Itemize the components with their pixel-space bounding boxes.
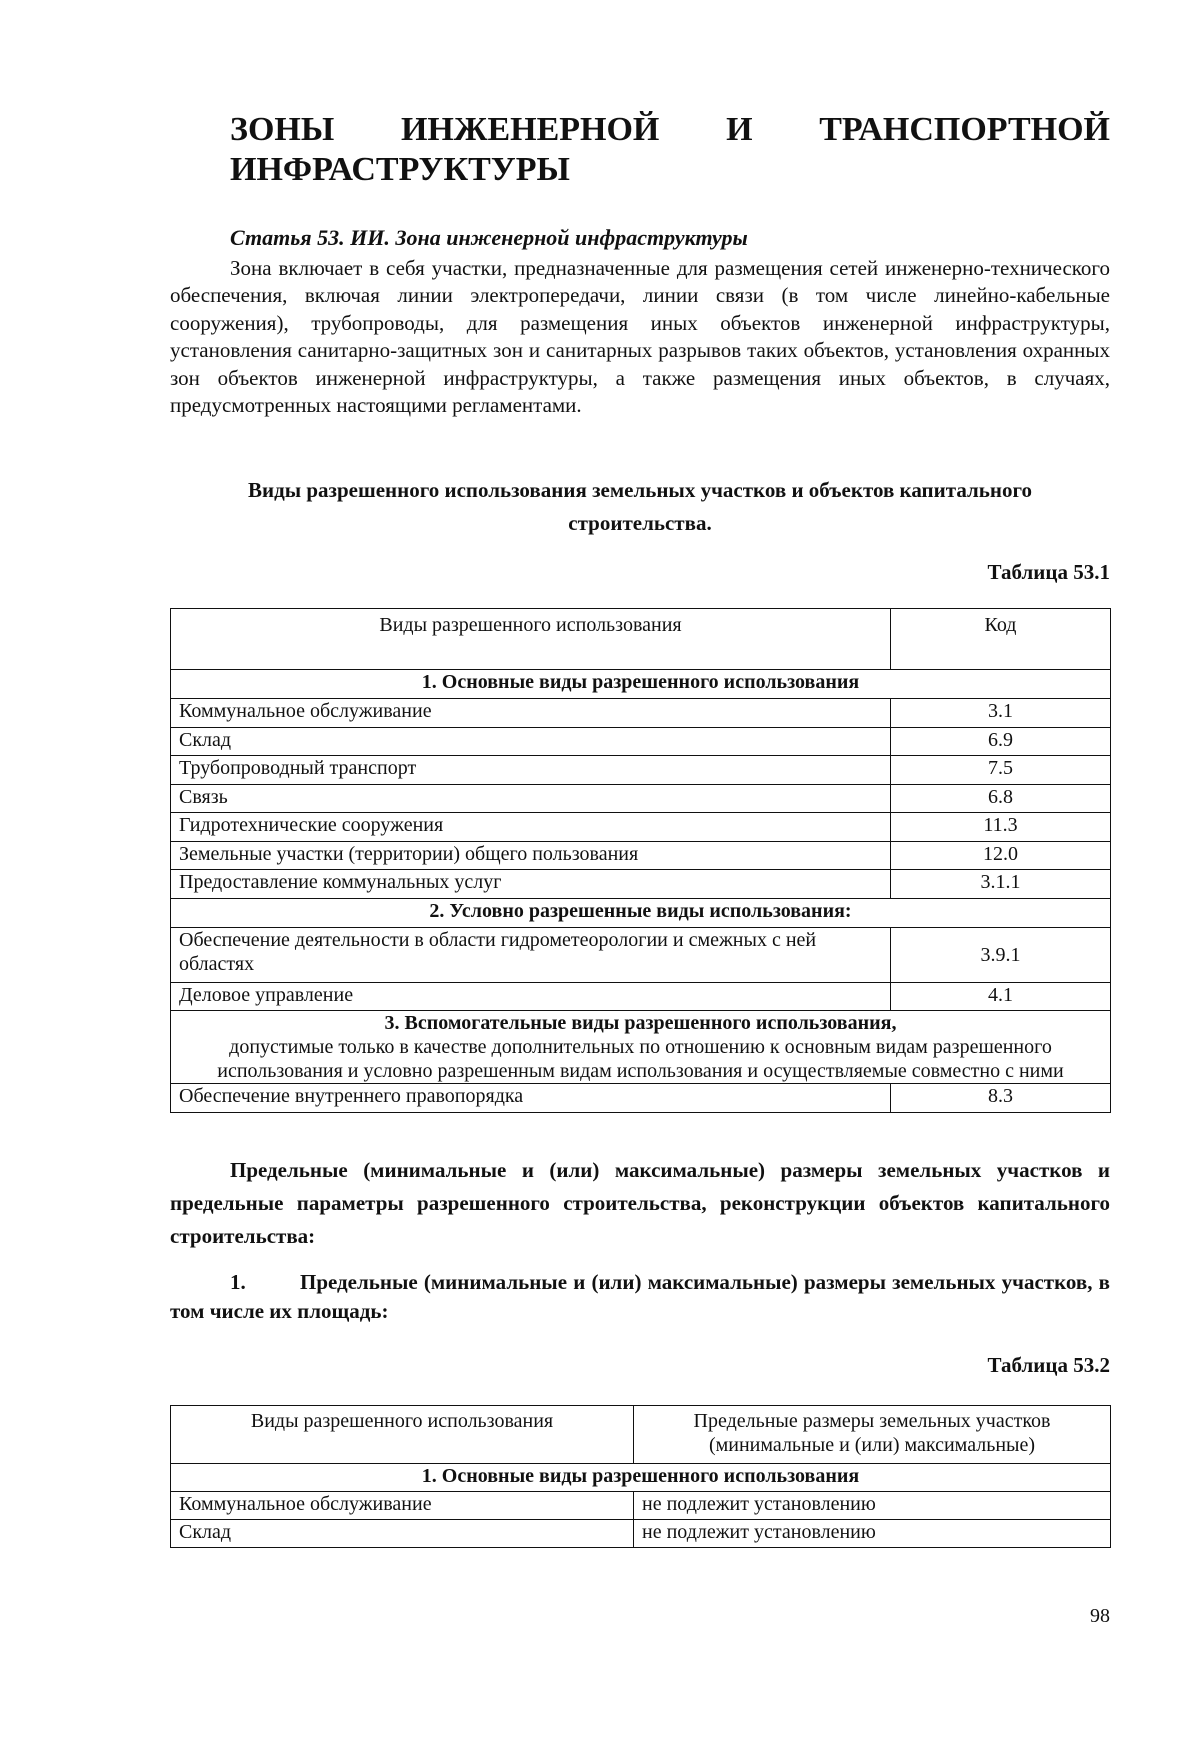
- use-kind: Склад: [171, 1520, 634, 1548]
- title-word: ИНЖЕНЕРНОЙ: [400, 111, 660, 148]
- use-code: 8.3: [891, 1084, 1111, 1113]
- table-section-row: [171, 1464, 1111, 1492]
- table-row: [171, 841, 1111, 870]
- table-caption: Таблица 53.1: [987, 560, 1110, 584]
- use-kind: Земельные участки (территории) общего пользования: [171, 841, 891, 870]
- section-title: [170, 474, 1110, 540]
- permitted-uses-table: [170, 608, 1111, 1113]
- section-auxiliary-title: 3. Вспомогательные виды разрешенного использования,: [384, 1012, 897, 1034]
- limits-item: [170, 1268, 1110, 1326]
- limits-item-number: 1.: [230, 1270, 246, 1294]
- limits-item-text: Предельные (минимальные и (или) максимальные) размеры земельных участков, в том числе их площадь:: [170, 1270, 1110, 1323]
- column-header-code: Код: [891, 609, 1111, 670]
- use-kind: Гидротехнические сооружения: [171, 813, 891, 842]
- column-header-kind: Виды разрешенного использования: [171, 609, 891, 670]
- title-word: И: [726, 111, 753, 148]
- title-line-2: ИНФРАСТРУКТУРЫ: [230, 150, 570, 188]
- use-kind: Предоставление коммунальных услуг: [171, 870, 891, 899]
- limit-value: не подлежит установлению: [634, 1492, 1111, 1520]
- section-title-line: строительства.: [568, 511, 712, 535]
- use-code: 12.0: [891, 841, 1111, 870]
- table-header-row: [171, 1406, 1111, 1464]
- section-conditional: 2. Условно разрешенные виды использования:: [171, 898, 1111, 927]
- use-kind: Деловое управление: [171, 982, 891, 1011]
- table-row: [171, 727, 1111, 756]
- table-row: [171, 784, 1111, 813]
- use-kind: Коммунальное обслуживание: [171, 699, 891, 728]
- section-main: 1. Основные виды разрешенного использования: [171, 1464, 1111, 1492]
- table-row: [171, 756, 1111, 785]
- use-kind: Коммунальное обслуживание: [171, 1492, 634, 1520]
- limits-paragraph: Предельные (минимальные и (или) максимальные) размеры земельных участков и предельные параметры разрешенного строительства, реконструкции объектов капитального строительства:: [170, 1158, 1110, 1248]
- page-title: [230, 110, 1110, 190]
- section-title-line: Виды разрешенного использования земельных участков и объектов капитального: [247, 478, 1033, 502]
- table-section-row: [171, 670, 1111, 699]
- table-header-row: [171, 609, 1111, 670]
- title-line-1: [230, 110, 1110, 150]
- table-row: [171, 1084, 1111, 1113]
- use-code: 6.8: [891, 784, 1111, 813]
- limit-value: не подлежит установлению: [634, 1520, 1111, 1548]
- use-kind: Связь: [171, 784, 891, 813]
- use-code: 11.3: [891, 813, 1111, 842]
- use-code: 7.5: [891, 756, 1111, 785]
- use-kind: Обеспечение деятельности в области гидрометеорологии и смежных с ней областях: [171, 927, 891, 982]
- title-word: ЗОНЫ: [230, 111, 335, 148]
- use-code: 3.9.1: [891, 927, 1111, 982]
- section-auxiliary-text: допустимые только в качестве дополнительных по отношению к основным видам разрешенного использования и условно разрешенным видам использования и осуществляемые совместно с ними: [217, 1036, 1064, 1082]
- table-row: [171, 1492, 1111, 1520]
- table-row: [171, 927, 1111, 982]
- use-code: 4.1: [891, 982, 1111, 1011]
- article-heading: Статья 53. ИИ. Зона инженерной инфраструктуры: [230, 225, 748, 250]
- table-caption: Таблица 53.2: [987, 1353, 1110, 1377]
- table-row: [171, 813, 1111, 842]
- page-number: 98: [1090, 1605, 1110, 1627]
- section-auxiliary: [171, 1011, 1111, 1084]
- article-paragraph: Зона включает в себя участки, предназначенные для размещения сетей инженерно-технического обеспечения, включая линии электропередачи, линии связи (в том числе линейно-кабельные сооружения), трубопроводы, для размещения иных объектов инженерной инфраструктуры, установления санитарно-защитных зон и санитарных разрывов таких объектов, установления охранных зон объектов инженерной инфраструктуры, а также размещения иных объектов, в случаях, предусмотренных настоящими регламентами.: [170, 256, 1110, 418]
- use-code: 6.9: [891, 727, 1111, 756]
- table-row: [171, 982, 1111, 1011]
- column-header-kind: Виды разрешенного использования: [171, 1406, 634, 1464]
- table-section-row: [171, 898, 1111, 927]
- section-main: 1. Основные виды разрешенного использования: [171, 670, 1111, 699]
- use-kind: Обеспечение внутреннего правопорядка: [171, 1084, 891, 1113]
- use-code: 3.1.1: [891, 870, 1111, 899]
- table-row: [171, 699, 1111, 728]
- use-kind: Склад: [171, 727, 891, 756]
- table-row: [171, 1520, 1111, 1548]
- title-word: ТРАНСПОРТНОЙ: [819, 111, 1110, 148]
- table-section-row: [171, 1011, 1111, 1084]
- plot-size-limits-table: [170, 1405, 1111, 1548]
- use-code: 3.1: [891, 699, 1111, 728]
- table-row: [171, 870, 1111, 899]
- use-kind: Трубопроводный транспорт: [171, 756, 891, 785]
- column-header-limits: Предельные размеры земельных участков (минимальные и (или) максимальные): [634, 1406, 1111, 1464]
